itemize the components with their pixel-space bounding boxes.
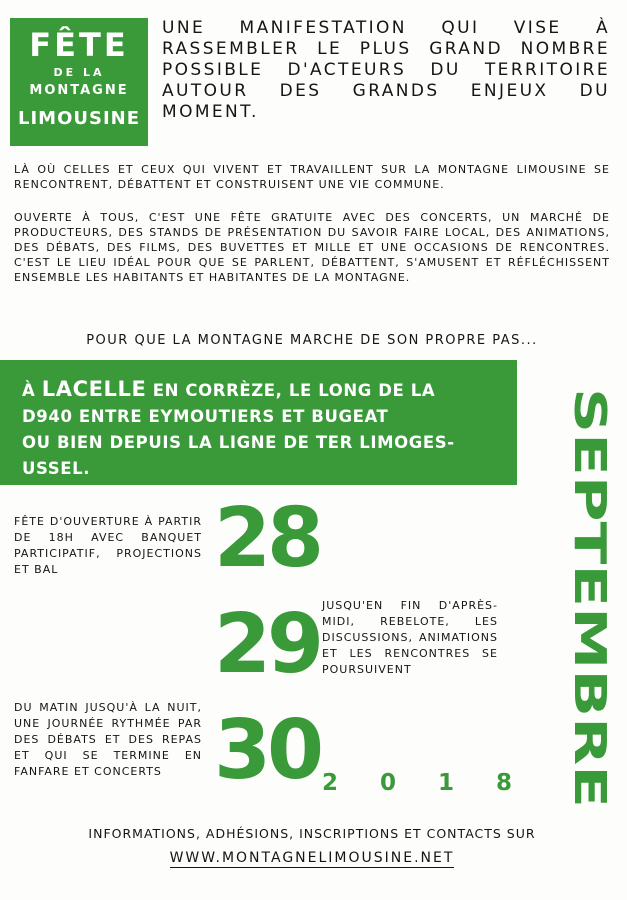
year-digit: 1 bbox=[437, 770, 454, 796]
tagline: POUR QUE LA MONTAGNE MARCHE DE SON PROPRE PAS... bbox=[86, 333, 538, 348]
intro-statement: UNE MANIFESTATION QUI VISE À RASSEMBLER LE PLUS GRAND NOMBRE POSSIBLE D'ACTEURS DU TERRITOIRE AUTOUR DES GRANDS ENJEUX DU MOMENT. bbox=[162, 18, 610, 122]
month-vertical bbox=[564, 388, 615, 808]
website-link-wrapper bbox=[14, 850, 610, 866]
title-line-de-la: DE LA bbox=[53, 66, 105, 79]
website-link[interactable]: WWW.MONTAGNELIMOUSINE.NET bbox=[169, 850, 455, 866]
month-label: SEPTEMBRE bbox=[564, 388, 615, 684]
day-29-number: 29 bbox=[214, 597, 321, 692]
description-paragraph-2: OUVERTE À TOUS, C'EST UNE FÊTE GRATUITE AVEC DES CONCERTS, UN MARCHÉ DE PRODUCTEURS, DES STANDS DE PRÉSENTATION DU SAVOIR FAIRE LOCAL, DES ANIMATIONS, DES DÉBATS, DES FILMS, DES BUVETTES ET MILLE ET UNE OCCASIONS DE RENCONTRES. C'EST LE LIEU IDÉAL POUR QUE SE PARLENT, DÉBATTENT, S'AMUSENT ET RÉFLÉCHISSENT ENSEMBLE LES HABITANTS ET HABITANTES DE LA MONTAGNE. bbox=[14, 211, 610, 284]
day-30-number: 30 bbox=[214, 703, 321, 798]
location-banner bbox=[0, 360, 517, 485]
footer-info: INFORMATIONS, ADHÉSIONS, INSCRIPTIONS ET CONTACTS SUR bbox=[88, 826, 536, 841]
day-28-description: FÊTE D'OUVERTURE À PARTIR DE 18H AVEC BANQUET PARTICIPATIF, PROJECTIONS ET BAL bbox=[14, 515, 202, 576]
year-digit: 2 bbox=[322, 770, 339, 796]
title-line-fete: FÊTE bbox=[29, 26, 129, 64]
day-29-description: JUSQU'EN FIN D'APRÈS-MIDI, REBELOTE, LES DISCUSSIONS, ANIMATIONS ET LES RENCONTRES SE POURSUIVENT bbox=[322, 599, 498, 676]
location-line-3: OU BIEN DEPUIS LA LIGNE DE TER LIMOGES-USSEL. bbox=[22, 433, 455, 478]
event-title-block bbox=[10, 18, 148, 146]
year-digit: 8 bbox=[495, 770, 512, 796]
day-28-number: 28 bbox=[214, 491, 321, 586]
day-30-description: DU MATIN JUSQU'À LA NUIT, UNE JOURNÉE RYTHMÉE PAR DES DÉBATS ET DES REPAS ET QUI SE TERMINE EN FANFARE ET CONCERTS bbox=[14, 701, 202, 778]
location-town: LACELLE bbox=[41, 377, 147, 401]
location-line-1 bbox=[22, 376, 517, 404]
year-digit: 0 bbox=[379, 770, 396, 796]
title-line-montagne: MONTAGNE bbox=[29, 83, 129, 98]
year bbox=[322, 770, 512, 796]
title-line-limousine: LIMOUSINE bbox=[17, 108, 141, 129]
description-paragraph-1: LÀ OÙ CELLES ET CEUX QUI VIVENT ET TRAVAILLENT SUR LA MONTAGNE LIMOUSINE SE RENCONTRENT, DÉBATTENT ET CONSTRUISENT UNE VIE COMMUNE. bbox=[14, 163, 610, 191]
location-prefix: À bbox=[22, 381, 36, 400]
location-line-1-rest: EN CORRÈZE, LE LONG DE LA bbox=[152, 381, 436, 400]
location-line-2: D940 ENTRE EYMOUTIERS ET BUGEAT bbox=[22, 407, 389, 426]
